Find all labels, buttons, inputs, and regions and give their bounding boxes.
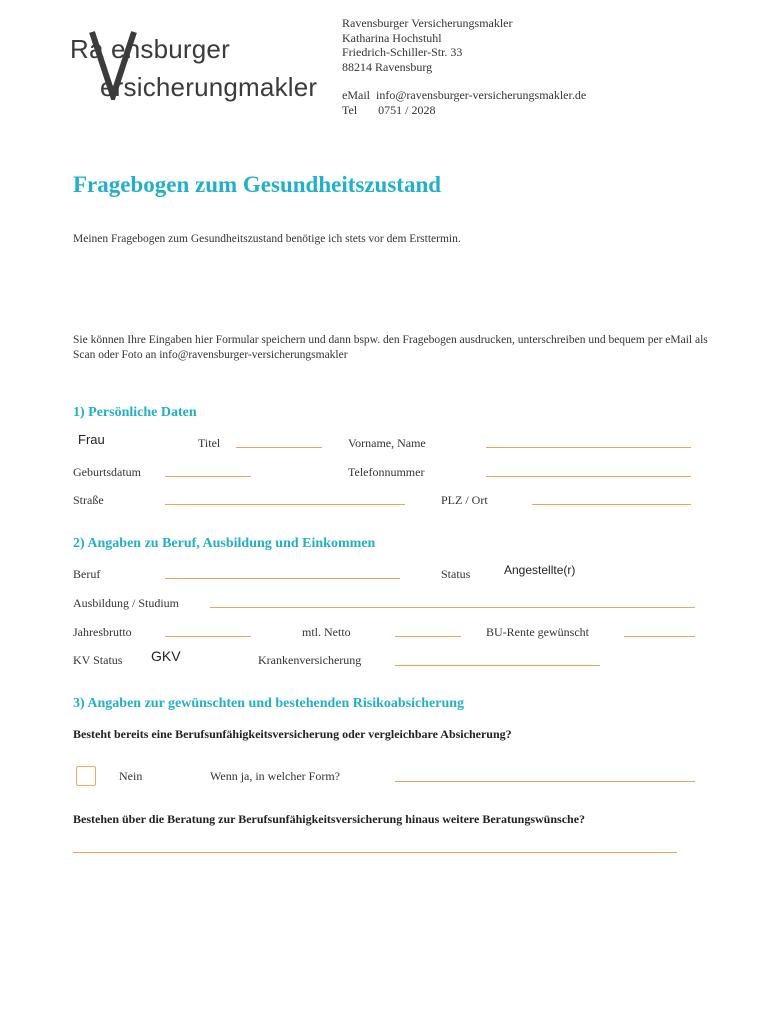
titel-label: Titel [198,436,221,450]
header-company: Ravensburger Versicherungsmakler [342,16,513,30]
vorname-field[interactable] [486,447,691,448]
beruf-field[interactable] [165,578,400,579]
ausbildung-label: Ausbildung / Studium [73,596,180,610]
section1-heading: 1) Persönliche Daten [73,405,197,420]
header-tel: Tel 0751 / 2028 [342,102,436,117]
header-city: 88214 Ravensburg [342,59,433,74]
geburtsdatum-label: Geburtsdatum [73,465,141,479]
form-question-label: Wenn ja, in welcher Form? [210,769,340,783]
krankenversicherung-label: Krankenversicherung [258,653,362,667]
logo-text-line1: Ra ensburger [70,34,230,64]
ausbildung-field[interactable] [210,607,695,608]
anrede-field[interactable]: Frau [78,432,105,447]
form-field[interactable] [395,781,695,782]
question-further-wishes: Bestehen über die Beratung zur Berufsunfähigkeitsversicherung hinaus weitere Beratungswünsche? [73,812,586,826]
status-label: Status [441,567,471,581]
nein-checkbox[interactable] [76,766,96,786]
krankenversicherung-field[interactable] [395,665,600,666]
logo-v-icon [88,28,138,100]
section2-heading: 2) Angaben zu Beruf, Ausbildung und Einkommen [73,536,376,551]
jahresbrutto-field[interactable] [165,636,251,637]
vorname-label: Vorname, Name [348,436,426,450]
geburtsdatum-field[interactable] [165,476,251,477]
strasse-label: Straße [73,493,104,507]
page-title: Fragebogen zum Gesundheitszustand [73,172,442,197]
kv-status-field[interactable]: GKV [151,648,181,664]
beruf-label: Beruf [73,567,101,581]
bu-rente-label: BU-Rente gewünscht [486,625,589,639]
telefon-label: Telefonnummer [348,465,425,479]
logo-text-line2: ersicherungmakler [100,72,318,102]
instructions-text: Sie können Ihre Eingaben hier Formular speichern und dann bspw. den Fragebogen ausdrucken, unterschreiben und bequem per eMail als Scan oder Foto an info@ravensburger-versicherungsmakler [73,334,708,361]
further-wishes-field[interactable] [73,852,677,853]
plz-label: PLZ / Ort [441,493,488,507]
header-name: Katharina Hochstuhl [342,30,442,45]
section3-heading: 3) Angaben zur gewünschten und bestehenden Risikoabsicherung [73,696,465,711]
header-street: Friedrich-Schiller-Str. 33 [342,45,463,59]
plz-field[interactable] [532,504,691,505]
netto-label: mtl. Netto [302,625,351,639]
kv-status-label: KV Status [73,653,123,667]
netto-field[interactable] [395,636,461,637]
nein-label: Nein [119,769,143,783]
strasse-field[interactable] [165,504,405,505]
titel-field[interactable] [236,447,322,448]
bu-rente-field[interactable] [624,636,695,637]
status-field[interactable]: Angestellte(r) [504,563,576,577]
jahresbrutto-label: Jahresbrutto [73,625,132,639]
header-email: eMail info@ravensburger-versicherungsmakler.de [342,88,587,102]
question-existing-bu: Besteht bereits eine Berufsunfähigkeitsversicherung oder vergleichbare Absicherung? [73,727,512,741]
telefon-field[interactable] [486,476,691,477]
intro-text: Meinen Fragebogen zum Gesundheitszustand benötige ich stets vor dem Ersttermin. [73,233,461,245]
